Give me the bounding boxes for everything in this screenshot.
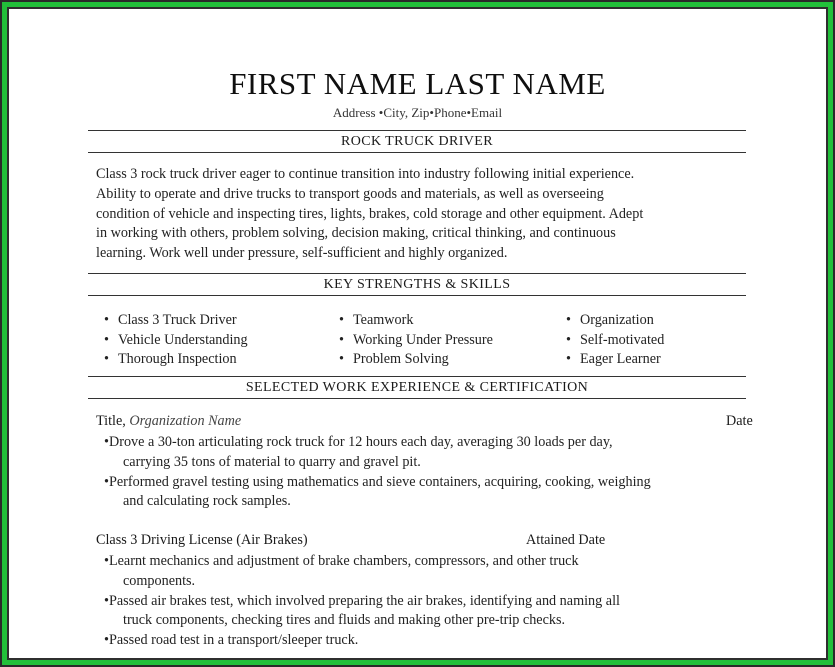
- skill-item: • Thorough Inspection: [104, 350, 248, 370]
- candidate-name: FIRST NAME LAST NAME: [229, 66, 606, 101]
- experience-heading: SELECTED WORK EXPERIENCE & CERTIFICATION: [245, 380, 589, 395]
- skills-column-1: [104, 311, 248, 370]
- bullet-icon: •: [566, 351, 571, 368]
- organization-name: Organization Name: [129, 413, 242, 429]
- skills-column-2: [339, 311, 493, 370]
- job-title-text: Title,: [96, 413, 126, 429]
- summary-line: condition of vehicle and inspecting tires, lights, brakes, cold storage and other equipment. Adept: [96, 205, 644, 222]
- bullet-icon: •: [566, 312, 571, 328]
- job-date: Date: [726, 413, 753, 429]
- skill-item: • Teamwork: [339, 311, 493, 331]
- bullet-icon: •: [339, 331, 344, 348]
- summary-line: Ability to operate and drive trucks to transport goods and materials, as well as overseeing: [96, 185, 604, 202]
- skills-heading: KEY STRENGTHS & SKILLS: [323, 277, 511, 292]
- summary-line: Class 3 rock truck driver eager to continue transition into industry following initial experience.: [96, 166, 635, 182]
- skill-item: • Working Under Pressure: [339, 331, 493, 351]
- divider: [88, 295, 746, 296]
- bullet-icon: •: [339, 312, 344, 328]
- divider: [88, 398, 746, 399]
- summary-line: learning. Work well under pressure, self-sufficient and highly organized.: [96, 245, 508, 262]
- summary-line: in working with others, problem solving, decision making, critical thinking, and continuous: [96, 225, 616, 242]
- bullet-icon: •: [566, 331, 571, 348]
- skill-item: • Eager Learner: [566, 350, 664, 370]
- contact-line: Address •City, Zip•Phone•Email: [332, 105, 503, 120]
- list-item: •Learnt mechanics and adjustment of brake chambers, compressors, and other truck: [104, 553, 579, 569]
- bullet-icon: •: [104, 434, 109, 450]
- list-item-continued: truck components, checking tires and fluids and making other pre-trip checks.: [123, 612, 566, 629]
- divider: [88, 130, 746, 131]
- list-item-continued: components.: [123, 572, 196, 589]
- list-item: •Passed air brakes test, which involved preparing the air brakes, identifying and naming all: [104, 592, 620, 609]
- list-item: •Drove a 30-ton articulating rock truck for 12 hours each day, averaging 30 loads per day,: [104, 434, 613, 450]
- bullet-icon: •: [104, 553, 109, 569]
- skill-item: • Self-motivated: [566, 331, 664, 351]
- resume-page: [9, 9, 826, 658]
- inner-border: [7, 7, 828, 660]
- green-border: [2, 2, 833, 665]
- skill-item: • Problem Solving: [339, 350, 493, 370]
- summary-paragraph: [96, 165, 736, 264]
- certification-bullets: [104, 552, 620, 651]
- skills-column-3: [566, 311, 664, 370]
- bullet-icon: •: [104, 331, 109, 348]
- skill-item: • Organization: [566, 311, 664, 331]
- divider: [88, 273, 746, 274]
- list-item-continued: and calculating rock samples.: [123, 493, 291, 510]
- divider: [88, 152, 746, 153]
- list-item: •Passed road test in a transport/sleeper truck.: [104, 632, 359, 649]
- skill-item: • Class 3 Truck Driver: [104, 311, 248, 331]
- divider: [88, 376, 746, 377]
- bullet-icon: •: [339, 351, 344, 368]
- skill-item: • Vehicle Understanding: [104, 331, 248, 351]
- job-bullets: [104, 433, 651, 512]
- list-item: •Performed gravel testing using mathematics and sieve containers, acquiring, cooking, weighing: [104, 473, 651, 490]
- bullet-icon: •: [104, 632, 109, 649]
- objective-heading: ROCK TRUCK DRIVER: [340, 134, 493, 149]
- bullet-icon: •: [104, 351, 109, 368]
- bullet-icon: •: [104, 312, 109, 328]
- bullet-icon: •: [104, 473, 109, 490]
- certification-date: Attained Date: [526, 532, 606, 548]
- job-title: [96, 413, 241, 430]
- certification-title: Class 3 Driving License (Air Brakes): [96, 532, 308, 548]
- list-item-continued: carrying 35 tons of material to quarry and gravel pit.: [123, 453, 421, 470]
- bullet-icon: •: [104, 592, 109, 609]
